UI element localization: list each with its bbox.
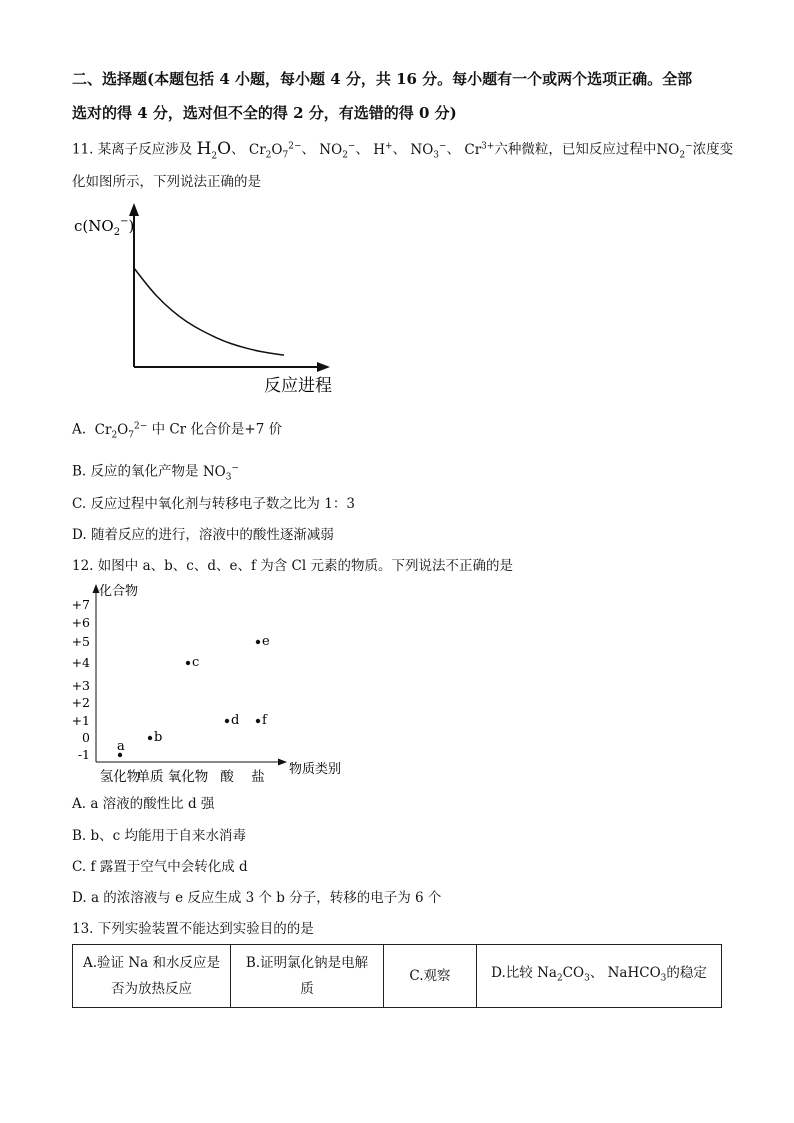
option-letter: C. xyxy=(72,496,87,512)
cell-line: C.观察 xyxy=(409,968,451,984)
category-labels xyxy=(100,768,266,785)
q11-stem-a: 某离子反应涉及 xyxy=(97,141,193,158)
cell-prefix: D.比较 xyxy=(491,965,533,982)
table-cell-b xyxy=(231,945,384,1008)
q13-stem-text: 下列实验装置不能达到实验目的的是 xyxy=(97,921,314,937)
formula-na2co3: $Na_2CO_3$ xyxy=(537,965,590,984)
sep: 、 xyxy=(589,965,604,982)
q11-concentration-chart xyxy=(72,200,372,400)
x-axis-label: 反应进程 xyxy=(264,376,332,396)
point-c xyxy=(186,661,190,665)
point-d xyxy=(225,719,229,723)
y-axis-label: 化合物 xyxy=(99,584,139,599)
q13-stem xyxy=(72,919,314,939)
point-b xyxy=(148,736,152,740)
point-label-a: a xyxy=(117,739,125,754)
table-cell-a xyxy=(73,945,231,1008)
option-text: 反应过程中氧化剂与转移电子数之比为 1：3 xyxy=(90,496,355,512)
x-axis-label: 物质类别 xyxy=(289,762,342,777)
point-label-b: b xyxy=(154,730,163,745)
option-text: 反应的氧化产物是 xyxy=(90,463,199,480)
q11-option-d xyxy=(72,525,334,545)
cell-line: 否为放热反应 xyxy=(111,981,192,997)
x-axis-arrow xyxy=(317,362,330,372)
option-text: b、c 均能用于自来水消毒 xyxy=(90,828,247,844)
y-tick-label: +6 xyxy=(72,615,90,630)
y-tick-label: +7 xyxy=(72,597,90,612)
x-axis-arrow xyxy=(278,759,287,766)
option-formula: $Cr_2O_7^{2-}$ xyxy=(94,421,148,441)
option-formula: $NO_3^-$ xyxy=(202,463,239,483)
category-label: 氢化物 xyxy=(99,769,141,785)
q11-option-a xyxy=(72,416,282,445)
cell-line: A.验证 Na 和水反应是 xyxy=(83,955,220,971)
species-h: H+ xyxy=(373,141,393,158)
species-no3: $NO_3^-$ xyxy=(410,141,447,161)
category-label: 盐 xyxy=(251,769,265,785)
q11-stem-c: 浓度变 xyxy=(692,141,734,158)
sep: 、 xyxy=(355,141,369,158)
table-cell-d xyxy=(477,945,722,1008)
point-label-c: c xyxy=(192,655,200,670)
y-tick-label: +1 xyxy=(72,713,90,728)
option-text: a 的浓溶液与 e 反应生成 3 个 b 分子，转移的电子为 6 个 xyxy=(90,890,442,906)
option-letter: B. xyxy=(72,463,87,480)
y-tick-label: +3 xyxy=(72,678,90,693)
y-tick-label: +5 xyxy=(72,634,90,649)
y-tick-label: +2 xyxy=(72,695,90,710)
sep: 、 xyxy=(446,141,461,158)
cell-suffix: 的稳定 xyxy=(666,965,707,982)
option-text: 中 Cr 化合价是+7 价 xyxy=(151,421,283,438)
q12-option-c xyxy=(72,857,248,877)
q13-number: 13. xyxy=(72,921,94,937)
y-tick-label: 0 xyxy=(82,730,90,745)
option-text: 随着反应的进行，溶液中的酸性逐渐减弱 xyxy=(90,527,334,543)
q12-stem xyxy=(72,556,513,576)
category-label: 酸 xyxy=(220,769,234,785)
q11-stem xyxy=(72,136,733,166)
y-tick-label: +4 xyxy=(72,655,90,670)
point-e xyxy=(256,640,260,644)
option-letter: B. xyxy=(72,828,87,844)
option-letter: D. xyxy=(72,890,87,906)
q13-experiment-table xyxy=(72,944,722,1008)
species-cr2o7: $Cr_2O_7^{2-}$ xyxy=(248,141,302,161)
q11-stem-b: 六种微粒，已知反应过程中 xyxy=(494,141,657,158)
point-f xyxy=(256,719,260,723)
y-tick-label: -1 xyxy=(77,747,90,762)
q11-stem-line2: 化如图所示，下列说法正确的是 xyxy=(72,174,261,190)
option-letter: D. xyxy=(72,527,87,543)
q11-option-c xyxy=(72,494,355,514)
table-row xyxy=(73,945,722,1008)
q12-valence-chart xyxy=(72,580,372,790)
section-title xyxy=(72,62,732,130)
section-title-line1: 二、选择题(本题包括 4 小题，每小题 4 分，共 16 分。每小题有一个或两个选项正确。全部 xyxy=(72,70,693,88)
point-label-d: d xyxy=(231,713,240,728)
y-axis-arrow xyxy=(129,203,139,216)
species-no2: $NO_2^-$ xyxy=(319,141,356,161)
q11-number: 11. xyxy=(72,141,94,158)
option-text: a 溶液的酸性比 d 强 xyxy=(90,796,215,812)
species-cr3: $Cr^{3+}$ xyxy=(464,141,495,158)
section-title-line2: 选对的得 4 分，选对但不全的得 2 分，有选错的得 0 分) xyxy=(72,104,457,122)
q12-number: 12. xyxy=(72,558,94,574)
y-axis-label: $c(NO_2^-)$ xyxy=(74,216,135,238)
q11-option-b xyxy=(72,458,239,487)
data-points xyxy=(117,634,270,757)
q12-option-b xyxy=(72,826,246,846)
species-h2o: $H_2O$ xyxy=(196,138,232,161)
q12-option-d xyxy=(72,888,441,908)
formula-nahco3: NaHCO$_3$ xyxy=(607,965,667,984)
sep: 、 xyxy=(231,141,245,158)
sep: 、 xyxy=(392,141,407,158)
species-no2-b: $NO_2^-$ xyxy=(656,141,693,161)
category-label: 氧化物 xyxy=(167,769,209,785)
point-label-e: e xyxy=(262,634,270,649)
cell-line: B.证明氯化钠是电解 xyxy=(245,955,369,971)
table-cell-c xyxy=(384,945,477,1008)
option-letter: C. xyxy=(72,859,87,875)
cell-line: 质 xyxy=(300,981,314,997)
point-label-f: f xyxy=(262,713,267,728)
concentration-curve xyxy=(134,268,284,355)
y-tick-labels xyxy=(72,597,90,762)
sep: 、 xyxy=(301,141,315,158)
q12-stem-text: 如图中 a、b、c、d、e、f 为含 Cl 元素的物质。下列说法不正确的是 xyxy=(97,558,513,574)
q12-option-a xyxy=(72,794,214,814)
option-letter: A. xyxy=(72,796,87,812)
option-letter: A. xyxy=(72,421,87,438)
option-text: f 露置于空气中会转化成 d xyxy=(90,859,248,875)
category-label: 单质 xyxy=(136,769,164,785)
